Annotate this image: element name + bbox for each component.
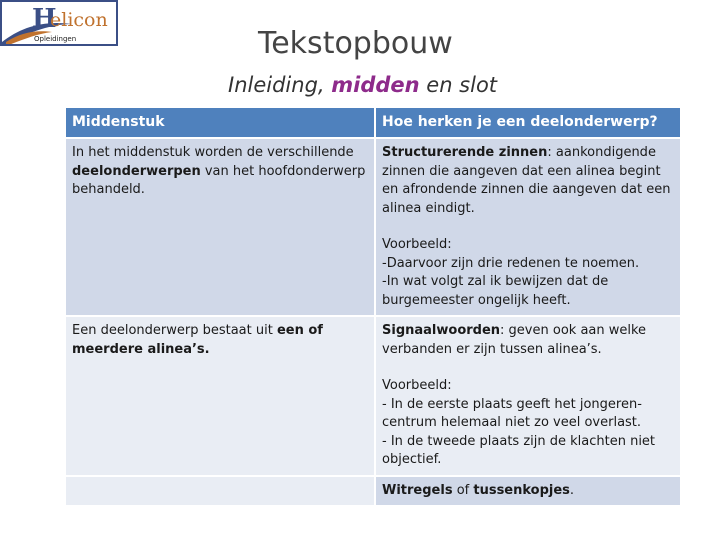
- cell-structurerende-zinnen: [375, 138, 681, 316]
- text-span: Een deelonderwerp bestaat uit: [72, 323, 277, 338]
- helicon-logo: [0, 0, 118, 46]
- subtitle-before: Inleiding,: [228, 73, 332, 97]
- bold-term: Witregels: [382, 482, 453, 498]
- subtitle-after: en slot: [419, 73, 498, 97]
- logo-letter: H: [32, 4, 57, 34]
- table-header-row: [65, 107, 681, 138]
- example-line: - In de eerste plaats geeft het jongeren-centrum helemaal niet zo veel overlast.: [382, 396, 642, 430]
- text-span: .: [569, 482, 575, 498]
- table-row: [65, 316, 681, 476]
- bold-term: Structurerende zinnen: [382, 145, 548, 160]
- cell-signaalwoorden: [375, 316, 681, 476]
- cell-empty: [65, 476, 375, 507]
- example-label: Voorbeeld:: [382, 237, 452, 252]
- header-deelonderwerp: Hoe herken je een deelonderwerp?: [375, 107, 681, 138]
- subtitle-accent: midden: [331, 73, 420, 97]
- cell-deelonderwerp-definition: [65, 316, 375, 476]
- table-row: [65, 476, 681, 507]
- bold-term: Signaalwoorden: [382, 323, 501, 338]
- content-table: [64, 106, 682, 507]
- cell-witregels: [375, 476, 681, 507]
- header-middenstuk: Middenstuk: [65, 107, 375, 138]
- bold-term: een of meerdere alinea’s.: [72, 323, 323, 357]
- cell-middenstuk-definition: [65, 138, 375, 316]
- example-label: Voorbeeld:: [382, 378, 452, 393]
- logo-wordmark: elicon: [50, 9, 108, 31]
- slide-subtitle: [228, 71, 497, 99]
- bold-term: tussenkopjes: [473, 482, 570, 498]
- table-row: [65, 138, 681, 316]
- example-line: -Daarvoor zijn drie redenen te noemen.: [382, 255, 640, 271]
- example-line: -In wat volgt zal ik bewijzen dat de burgemeester ongelijk heeft.: [382, 274, 609, 308]
- text-span: In het middenstuk worden de verschillende: [72, 145, 354, 160]
- bold-term: deelonderwerpen: [72, 163, 201, 179]
- text-span: of: [452, 482, 474, 498]
- text-span: : geven ook aan welke verbanden er zijn tussen alinea’s.: [382, 323, 647, 357]
- text-span: van het hoofdonderwerp behandeld.: [72, 163, 366, 197]
- example-line: - In de tweede plaats zijn de klachten niet objectief.: [382, 433, 656, 467]
- slide-title: Tekstopbouw: [258, 26, 453, 61]
- logo-subtitle: Opleidingen: [34, 35, 77, 43]
- text-span: : aankondigende zinnen die aangeven dat een alinea begint en afrondende zinnen die aangeven dat een alinea eindigt.: [382, 145, 671, 216]
